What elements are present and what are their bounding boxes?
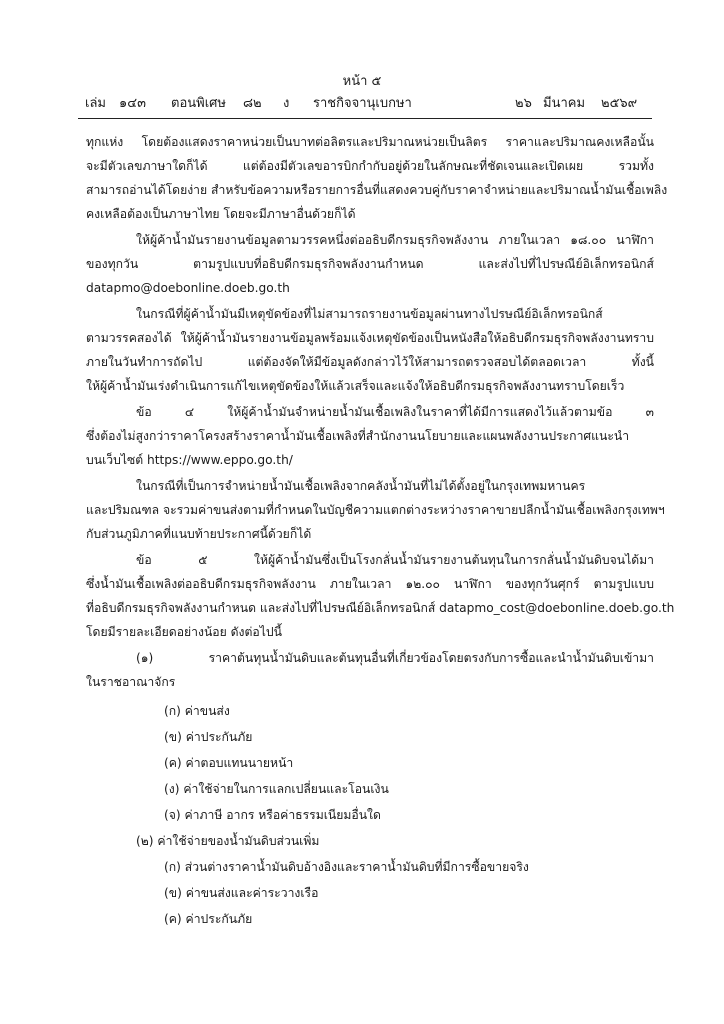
clause-5: ข้อ ๕ ให้ผู้ค้าน้ำมันซึ่งเป็นโรงกลั่นน้ำมันรายงานต้นทุนในการกลั่นน้ำมันดิบจนได้มา [136,553,654,567]
text-line: ในราชอาณาจักร [86,675,176,689]
text-line: และปริมณฑล จะรวมค่าขนส่งตามที่กำหนดในบัญชีความแตกต่างระหว่างราคาขายปลีกน้ำมันเชื้อเพลิงกรุงเทพฯ [86,503,665,517]
text-line: สามารถอ่านได้โดยง่าย สำหรับข้อความหรือรายการอื่นที่แสดงควบคู่กับราคาจำหน่ายและปริมาณน้ำมันเชื้อเพลิง [86,183,668,197]
text-line: ในกรณีที่ผู้ค้าน้ำมันมีเหตุขัดข้องที่ไม่สามารถรายงานข้อมูลผ่านทางไปรษณีย์อิเล็กทรอนิกส์ [136,307,603,321]
text-line: โดยมีรายละเอียดอย่างน้อย ดังต่อไปนี้ [86,625,282,639]
issue-label: ตอนพิเศษ [171,96,226,111]
website-line[interactable]: บนเว็บไซต์ https://www.eppo.go.th/ [86,453,293,467]
text-line: ของทุกวัน ตามรูปแบบที่อธิบดีกรมธุรกิจพลังงานกำหนด และส่งไปที่ไปรษณีย์อิเล็กทรอนิกส์ [86,257,654,271]
sub-item-2c: (ค) ค่าประกันภัย [164,912,253,926]
sub-item-1e: (จ) ค่าภาษี อากร หรือค่าธรรมเนียมอื่นใด [164,808,381,822]
text-line: ตามวรรคสองได้ ให้ผู้ค้าน้ำมันรายงานข้อมูลพร้อมแจ้งเหตุขัดข้องเป็นหนังสือให้อธิบดีกรมธุรกิจพลังงานทราบ [86,331,654,345]
sub-item-1b: (ข) ค่าประกันภัย [164,730,253,744]
item-1: (๑) ราคาต้นทุนน้ำมันดิบและต้นทุนอื่นที่เกี่ยวข้องโดยตรงกับการซื้อและนำน้ำมันดิบเข้ามา [136,651,654,665]
text-line: ให้ผู้ค้าน้ำมันรายงานข้อมูลตามวรรคหนึ่งต่ออธิบดีกรมธุรกิจพลังงาน ภายในเวลา ๑๘.๐๐ นาฬิกา [136,233,654,247]
volume-number: ๑๔๓ [119,96,146,111]
page-number: หน้า ๕ [342,74,382,89]
text-line: ทุกแห่ง โดยต้องแสดงราคาหน่วยเป็นบาทต่อลิตรและปริมาณหน่วยเป็นลิตร ราคาและปริมาณคงเหลือนั้น [86,135,654,149]
item-2: (๒) ค่าใช้จ่ายของน้ำมันดิบส่วนเพิ่ม [136,834,320,848]
text-line: ที่อธิบดีกรมธุรกิจพลังงานกำหนด และส่งไปที่ไปรษณีย์อิเล็กทรอนิกส์ datapmo_cost@doebonline.doeb.go.th [86,601,675,615]
text-line: ภายในวันทำการถัดไป แต่ต้องจัดให้มีข้อมูลดังกล่าวไว้ให้สามารถตรวจสอบได้ตลอดเวลา ทั้งนี้ [86,355,654,369]
text-line: ซึ่งน้ำมันเชื้อเพลิงต่ออธิบดีกรมธุรกิจพลังงาน ภายในเวลา ๑๒.๐๐ นาฬิกา ของทุกวันศุกร์ ตามรูปแบบ [86,577,654,591]
sub-item-1a: (ก) ค่าขนส่ง [164,704,230,718]
header-divider [78,118,652,119]
text-line: คงเหลือต้องเป็นภาษาไทย โดยจะมีภาษาอื่นด้วยก็ได้ [86,207,356,221]
sub-item-2b: (ข) ค่าขนส่งและค่าระวางเรือ [164,886,319,900]
sub-item-1c: (ค) ค่าตอบแทนนายหน้า [164,756,294,770]
section-letter: ง [283,96,290,111]
text-line: ในกรณีที่เป็นการจำหน่ายน้ำมันเชื้อเพลิงจากคลังน้ำมันที่ไม่ได้ตั้งอยู่ในกรุงเทพมหานคร [136,479,586,493]
email-link[interactable]: datapmo@doebonline.doeb.go.th [86,281,290,295]
date-month: มีนาคม [543,96,586,111]
text-line: ให้ผู้ค้าน้ำมันเร่งดำเนินการแก้ไขเหตุขัดข้องให้แล้วเสร็จและแจ้งให้อธิบดีกรมธุรกิจพลังงานทราบโดยเร็ว [86,379,625,393]
sub-item-2a: (ก) ส่วนต่างราคาน้ำมันดิบอ้างอิงและราคาน้ำมันดิบที่มีการซื้อขายจริง [164,860,529,874]
text-line: กับส่วนภูมิภาคที่แนบท้ายประกาศนี้ด้วยก็ได้ [86,527,312,541]
text-line: จะมีตัวเลขภาษาใดก็ได้ แต่ต้องมีตัวเลขอารบิกกำกับอยู่ด้วยในลักษณะที่ชัดเจนและเปิดเผย รวมทั้ง [86,159,654,173]
sub-item-1d: (ง) ค่าใช้จ่ายในการแลกเปลี่ยนและโอนเงิน [164,782,389,796]
clause-4: ข้อ ๔ ให้ผู้ค้าน้ำมันจำหน่ายน้ำมันเชื้อเพลิงในราคาที่ได้มีการแสดงไว้แล้วตามข้อ ๓ [136,405,654,419]
date-day: ๒๖ [515,96,532,111]
volume-label: เล่ม [85,96,106,111]
issue-number: ๘๒ [243,96,262,111]
gazette-header [85,95,645,117]
publication-name: ราชกิจจานุเบกษา [313,96,412,111]
text-line: ซึ่งต้องไม่สูงกว่าราคาโครงสร้างราคาน้ำมันเชื้อเพลิงที่สำนักงานนโยบายและแผนพลังงานประกาศแนะนำ [86,429,630,443]
date-year: ๒๕๖๙ [601,96,638,111]
